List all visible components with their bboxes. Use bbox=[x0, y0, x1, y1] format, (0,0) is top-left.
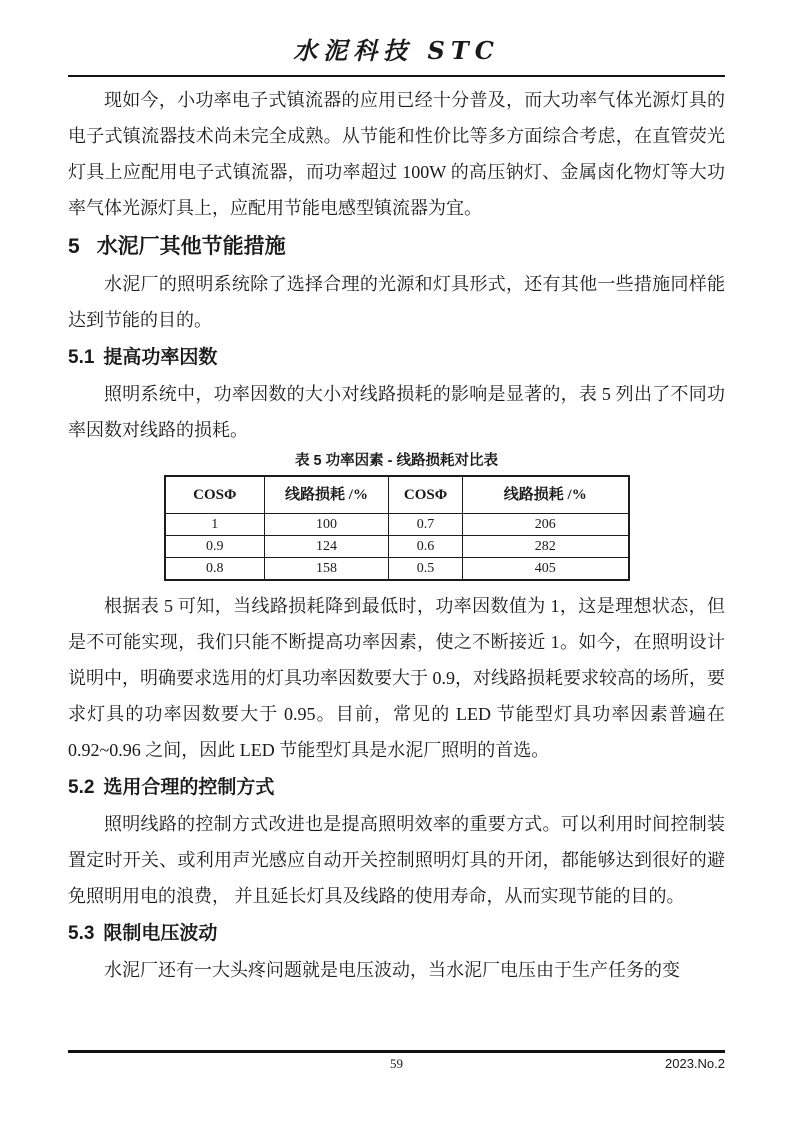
section-heading-5 bbox=[68, 232, 725, 262]
table-cell: 158 bbox=[265, 558, 389, 581]
table-cell: 0.5 bbox=[389, 558, 463, 581]
journal-title: 水泥科技 STC bbox=[293, 36, 500, 65]
power-factor-loss-table bbox=[164, 475, 630, 581]
table-caption: 表 5 功率因素 - 线路损耗对比表 bbox=[294, 453, 498, 469]
table-row bbox=[165, 536, 629, 558]
table-cell: 206 bbox=[463, 514, 629, 536]
table-row bbox=[165, 514, 629, 536]
table-header-cell: COSΦ bbox=[389, 476, 463, 514]
paragraph-table-analysis: 根据表 5 可知，当线路损耗降到最低时，功率因数值为 1，这是理想状态，但是不可能实现，我们只能不断提高功率因素，使之不断接近 1。如今，在照明设计说明中，明确要求选用的灯具功率因数要大于 0.9，对线路损耗要求较高的场所，要求灯具的功率因数要大于 0.95。目前，常见的 LED 节能型灯具功率因素普遍在 0.92~0.96 之间，因此 LED 节能型灯具是水泥厂照明的首选。 bbox=[68, 596, 725, 760]
article-body bbox=[0, 77, 793, 988]
page-header bbox=[68, 0, 725, 77]
section-heading-5-1 bbox=[68, 344, 725, 372]
footer-row bbox=[68, 1055, 725, 1072]
section-number: 5.3 bbox=[68, 923, 95, 944]
paragraph-power-factor-intro: 照明系统中，功率因数的大小对线路损耗的影响是显著的，表 5 列出了不同功率因数对线路的损耗。 bbox=[68, 384, 725, 440]
page-number: 59 bbox=[390, 1056, 403, 1071]
table-cell: 100 bbox=[265, 514, 389, 536]
table-header-cell: COSΦ bbox=[165, 476, 265, 514]
table-cell: 0.7 bbox=[389, 514, 463, 536]
issue-number: 2023.No.2 bbox=[665, 1056, 725, 1071]
section-title: 限制电压波动 bbox=[103, 923, 218, 944]
paragraph-control-method: 照明线路的控制方式改进也是提高照明效率的重要方式。可以利用时间控制装置定时开关、或利用声光感应自动开关控制照明灯具的开闭，都能够达到很好的避免照明用电的浪费， 并且延长灯具及线路的使用寿命，从而实现节能的目的。 bbox=[68, 814, 725, 906]
section-heading-5-2 bbox=[68, 774, 725, 802]
section-title: 提高功率因数 bbox=[103, 347, 218, 368]
section-title: 水泥厂其他节能措施 bbox=[96, 235, 286, 258]
table-header-cell: 线路损耗 /% bbox=[265, 476, 389, 514]
paragraph-voltage-fluctuation: 水泥厂还有一大头疼问题就是电压波动，当水泥厂电压由于生产任务的变 bbox=[104, 960, 680, 980]
table-cell: 405 bbox=[463, 558, 629, 581]
page-footer bbox=[68, 1050, 725, 1072]
section-heading-5-3 bbox=[68, 920, 725, 948]
paragraph-ballast-intro: 现如今，小功率电子式镇流器的应用已经十分普及，而大功率气体光源灯具的电子式镇流器技术尚未完全成熟。从节能和性价比等多方面综合考虑，在直管荧光灯具上应配用电子式镇流器，而功率超过 100W 的高压钠灯、金属卤化物灯等大功率气体光源灯具上，应配用节能电感型镇流器为宜。 bbox=[68, 90, 725, 218]
section-number: 5.1 bbox=[68, 347, 95, 368]
table-cell: 0.6 bbox=[389, 536, 463, 558]
table-cell: 1 bbox=[165, 514, 265, 536]
section-title: 选用合理的控制方式 bbox=[103, 777, 275, 798]
section-number: 5 bbox=[68, 235, 80, 258]
table-header-cell: 线路损耗 /% bbox=[463, 476, 629, 514]
table-cell: 0.8 bbox=[165, 558, 265, 581]
paragraph-section5-intro: 水泥厂的照明系统除了选择合理的光源和灯具形式，还有其他一些措施同样能达到节能的目的。 bbox=[68, 274, 725, 330]
table-cell: 124 bbox=[265, 536, 389, 558]
table-row bbox=[165, 558, 629, 581]
table-cell: 282 bbox=[463, 536, 629, 558]
section-number: 5.2 bbox=[68, 777, 95, 798]
table-header-row bbox=[165, 476, 629, 514]
table-cell: 0.9 bbox=[165, 536, 265, 558]
